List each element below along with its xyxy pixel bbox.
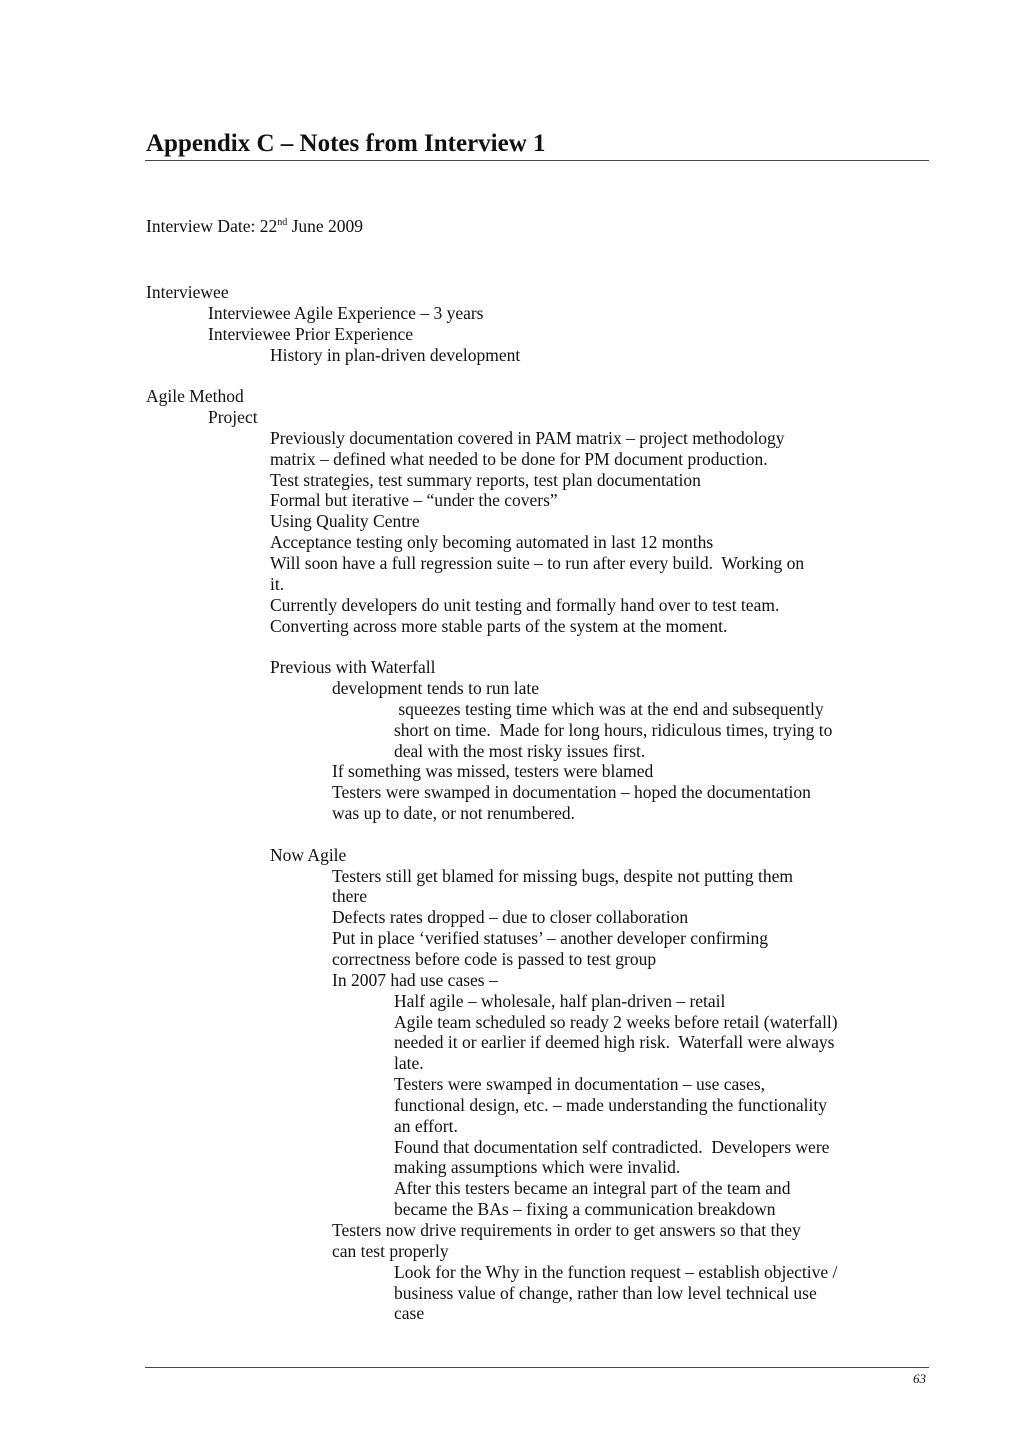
- blank-line: [146, 824, 926, 845]
- note-line: correctness before code is passed to test group: [332, 949, 657, 969]
- note-line: Testers were swamped in documentation – use cases,: [394, 1074, 766, 1095]
- footer-rule: [145, 1367, 929, 1368]
- note-line: case: [394, 1303, 425, 1324]
- note-line: Project: [208, 407, 258, 428]
- note-line: Look for the Why in the function request – establish objective /: [394, 1261, 838, 1282]
- note-line: Test strategies, test summary reports, test plan documentation: [270, 469, 701, 490]
- note-line: functional design, etc. – made understanding the functionality: [394, 1094, 828, 1115]
- note-line: needed it or earlier if deemed high risk. Waterfall were always: [394, 1032, 835, 1053]
- note-line: short on time. Made for long hours, ridiculous times, trying to: [394, 719, 833, 740]
- note-line: deal with the most risky issues first.: [394, 740, 646, 761]
- note-line: business value of change, rather than low level technical use: [394, 1282, 817, 1303]
- note-line: Found that documentation self contradicted. Developers were: [394, 1136, 830, 1157]
- note-line: After this testers became an integral part of the team and: [394, 1178, 791, 1199]
- note-line: Will soon have a full regression suite – to run after every build. Working on: [270, 552, 805, 573]
- note-line: it.: [270, 573, 285, 594]
- note-line: History in plan-driven development: [270, 344, 521, 365]
- note-line: Testers were swamped in documentation – hoped the documentation: [332, 782, 811, 803]
- note-line: Put in place ‘verified statuses’ – another developer confirming: [332, 928, 769, 949]
- note-line: Agile Method: [146, 386, 244, 407]
- note-line: Now Agile: [270, 844, 347, 865]
- note-line: became the BAs – fixing a communication breakdown: [394, 1199, 776, 1220]
- note-line: In 2007 had use cases –: [332, 969, 498, 990]
- interview-date: [146, 215, 363, 237]
- interview-date-prefix: Interview Date: 22: [146, 216, 278, 236]
- note-line: Converting across more stable parts of the system at the moment.: [270, 615, 728, 636]
- note-line: an effort.: [394, 1115, 458, 1136]
- note-line: Acceptance testing only becoming automated in last 12 months: [270, 532, 714, 553]
- note-line: development tends to run late: [332, 678, 540, 699]
- interview-date-rest: June 2009: [287, 216, 364, 236]
- note-line: Testers still get blamed for missing bugs, despite not putting them: [332, 865, 794, 886]
- blank-line: [146, 636, 926, 657]
- interview-notes: [146, 282, 926, 1324]
- note-line: making assumptions which were invalid.: [394, 1157, 681, 1178]
- page-title: Appendix C – Notes from Interview 1: [146, 130, 546, 157]
- note-line: Half agile – wholesale, half plan-driven – retail: [394, 990, 726, 1011]
- note-line: Interviewee Agile Experience – 3 years: [208, 302, 484, 323]
- note-line: Agile team scheduled so ready 2 weeks before retail (waterfall): [394, 1011, 838, 1032]
- note-line: Interviewee Prior Experience: [208, 323, 414, 344]
- heading-rule: [145, 160, 929, 161]
- page-number: 63: [913, 1371, 926, 1386]
- note-line: can test properly: [332, 1240, 449, 1261]
- note-line: Currently developers do unit testing and formally hand over to test team.: [270, 594, 780, 615]
- interview-date-ordinal: nd: [277, 217, 288, 228]
- note-line: Formal but iterative – “under the covers”: [270, 490, 558, 511]
- note-line: Previously documentation covered in PAM matrix – project methodology: [270, 427, 785, 448]
- note-line: If something was missed, testers were blamed: [332, 761, 654, 782]
- note-line: Defects rates dropped – due to closer collaboration: [332, 907, 689, 928]
- blank-line: [146, 365, 926, 386]
- note-line: late.: [394, 1053, 424, 1074]
- note-line: Using Quality Centre: [270, 511, 420, 532]
- note-line: Interviewee: [146, 282, 229, 302]
- note-line: Testers now drive requirements in order to get answers so that they: [332, 1219, 801, 1240]
- note-line: was up to date, or not renumbered.: [332, 803, 575, 824]
- note-line: squeezes testing time which was at the end and subsequently: [394, 698, 824, 719]
- note-line: matrix – defined what needed to be done for PM document production.: [270, 448, 768, 469]
- note-line: there: [332, 886, 367, 907]
- note-line: Previous with Waterfall: [270, 657, 436, 678]
